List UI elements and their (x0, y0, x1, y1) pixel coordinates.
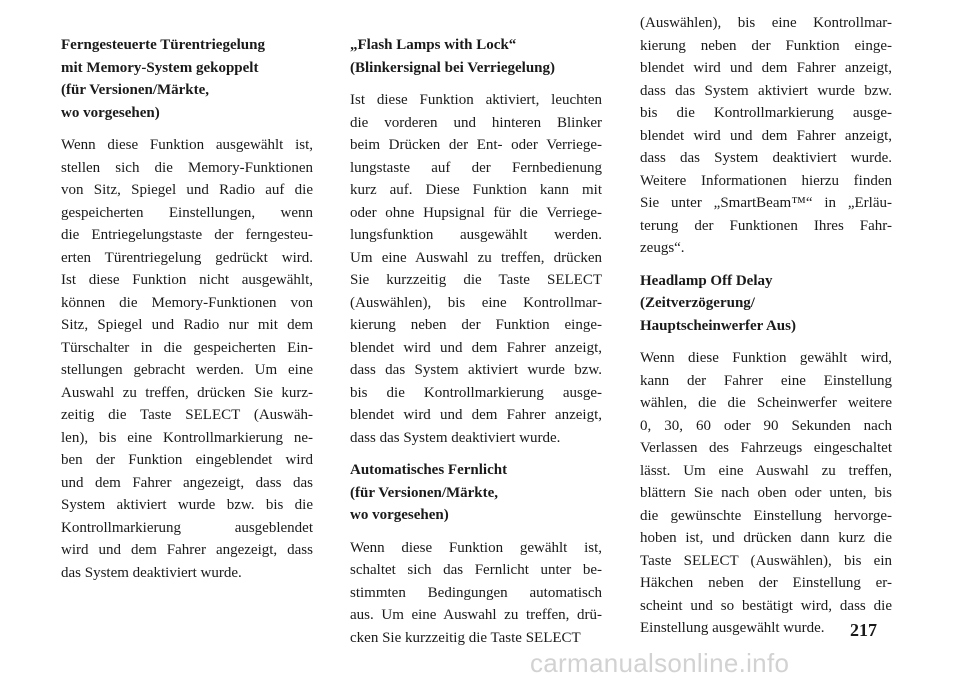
text-line: Ist diese Funktion aktiviert, leuchten (350, 92, 602, 108)
section-paragraph-headlamp-off-delay (640, 347, 892, 640)
text-line: stellen sich die Memory-Funktionen (61, 159, 313, 176)
text-line: blendet wird und dem Fahrer anzeigt, (350, 407, 602, 423)
text-line: können die Memory-Funktionen von (61, 294, 313, 311)
text-line: terung der Funktionen Ihres Fahr- (640, 217, 892, 234)
text-line: Wenn diese Funktion gewählt wird, (640, 350, 892, 366)
section-heading-flash-lamps (350, 34, 602, 79)
text-line: blendet wird und dem Fahrer anzeigt, (640, 60, 892, 76)
text-line: die vorderen und hinteren Blinker (350, 114, 602, 131)
text-line: dass das System aktiviert wurde bzw. (350, 362, 602, 378)
heading-line: mit Memory-System gekoppelt (61, 59, 259, 76)
column-2 (350, 34, 602, 659)
heading-line: (Zeitverzögerung/ (640, 295, 755, 311)
text-line: lungstaste auf der Fernbedienung (350, 159, 602, 176)
column-1 (61, 34, 313, 594)
text-line: len), bis eine Kontrollmarkierung ne- (61, 429, 313, 446)
text-line: dass das System deaktiviert wurde. (640, 150, 892, 166)
text-line: Kontrollmarkierung ausgeblendet (61, 519, 313, 536)
heading-line: (für Versionen/Märkte, (61, 82, 210, 98)
text-line: Taste SELECT (Auswählen), bis ein (640, 552, 892, 569)
text-line: Wenn diese Funktion gewählt ist, (350, 539, 602, 556)
section-heading-auto-high-beam (350, 459, 602, 527)
heading-line: Ferngesteuerte Türentriegelung (61, 37, 265, 53)
text-line: 0, 30, 60 oder 90 Sekunden nach (640, 417, 892, 434)
text-line: cken Sie kurzzeitig die Taste SELECT (350, 629, 581, 646)
text-line: kierung neben der Funktion einge- (350, 317, 602, 333)
text-line: beim Drücken der Ent- oder Verriege- (350, 137, 602, 153)
text-line: wählen, die die Scheinwerfer weitere (640, 395, 892, 411)
text-line: von Sitz, Spiegel und Radio auf die (61, 182, 313, 198)
text-line: stellungen gebracht werden. Um eine (61, 362, 313, 378)
text-line: blendet wird und dem Fahrer anzeigt, (350, 339, 602, 356)
text-line: Häkchen neben der Einstellung er- (640, 575, 892, 591)
text-line: erten Türentriegelung gedrückt wird. (61, 249, 313, 266)
text-line: bis die Kontrollmarkierung ausge- (350, 384, 602, 401)
heading-line: „Flash Lamps with Lock“ (350, 37, 517, 53)
text-line: bis die Kontrollmarkierung ausge- (640, 105, 892, 121)
text-line: die Entriegelungstaste der ferngesteu- (61, 227, 313, 243)
heading-line: wo vorgesehen) (61, 104, 160, 121)
heading-line: Headlamp Off Delay (640, 272, 773, 289)
text-line: Um eine Auswahl zu treffen, drücken (350, 249, 602, 266)
text-line: zeugs“. (640, 240, 685, 256)
section-paragraph-auto-high-beam-continued (640, 12, 892, 260)
text-line: kurz auf. Diese Funktion kann mit (350, 182, 602, 198)
page-number: 217 (850, 620, 877, 640)
text-line: Türschalter in die gespeicherten Ein- (61, 339, 313, 356)
text-line: kierung neben der Funktion einge- (640, 37, 892, 54)
section-paragraph-auto-high-beam (350, 537, 602, 650)
heading-line: Automatisches Fernlicht (350, 462, 508, 478)
text-line: lungsfunktion ausgewählt werden. (350, 227, 602, 243)
text-line: das System deaktiviert wurde. (61, 564, 242, 581)
text-line: (Auswählen), bis eine Kontrollmar- (640, 15, 892, 31)
text-line: Weitere Informationen hierzu finden (640, 172, 892, 189)
text-line: Ist diese Funktion nicht ausgewählt, (61, 272, 313, 288)
text-line: stimmten Bedingungen automatisch (350, 584, 602, 601)
column-3 (640, 12, 892, 650)
text-line: dass das System deaktiviert wurde. (350, 429, 561, 446)
text-line: ben der Funktion eingeblendet wird (61, 452, 313, 468)
text-line: lässt. Um eine Auswahl zu treffen, (640, 462, 892, 479)
text-line: Wenn diese Funktion ausgewählt ist, (61, 137, 313, 153)
text-line: Sie kurzzeitig die Taste SELECT (350, 272, 602, 288)
section-heading-headlamp-off-delay (640, 270, 892, 338)
text-line: Verlassen des Fahrzeugs eingeschaltet (640, 440, 892, 456)
heading-line: Hauptscheinwerfer Aus) (640, 317, 796, 334)
section-paragraph-remote-unlock-memory (61, 134, 313, 584)
heading-line: (für Versionen/Märkte, (350, 484, 499, 501)
text-line: die gewünschte Einstellung hervorge- (640, 507, 892, 524)
text-line: wird und dem Fahrer angezeigt, dass (61, 542, 313, 558)
text-line: Sie unter „SmartBeam™“ in „Erläu- (640, 195, 892, 211)
section-paragraph-flash-lamps (350, 89, 602, 449)
text-line: oder ohne Hupsignal für die Verriege- (350, 204, 602, 221)
text-line: Auswahl zu treffen, drücken Sie kurz- (61, 384, 313, 401)
text-line: System aktiviert wurde bzw. bis die (61, 497, 313, 513)
text-line: gespeicherten Einstellungen, wenn (61, 204, 313, 221)
text-line: schaltet sich das Fernlicht unter be- (350, 562, 602, 578)
text-line: und dem Fahrer angezeigt, dass das (61, 474, 313, 491)
text-line: blendet wird und dem Fahrer anzeigt, (640, 127, 892, 144)
text-line: scheint und so bestätigt wird, dass die (640, 597, 892, 614)
text-line: dass das System aktiviert wurde bzw. (640, 82, 892, 99)
text-line: zeitig die Taste SELECT (Auswäh- (61, 407, 313, 423)
text-line: Einstellung ausgewählt wurde. (640, 620, 825, 636)
text-line: kann der Fahrer eine Einstellung (640, 372, 892, 389)
text-line: (Auswählen), bis eine Kontrollmar- (350, 294, 602, 311)
text-line: hoben ist, und drücken dann kurz die (640, 530, 892, 546)
text-line: aus. Um eine Auswahl zu treffen, drü- (350, 607, 602, 623)
text-line: Sitz, Spiegel und Radio nur mit dem (61, 317, 313, 333)
watermark: carmanualsonline.info (530, 648, 790, 678)
section-heading-remote-unlock-memory (61, 34, 313, 124)
heading-line: (Blinkersignal bei Verriegelung) (350, 59, 556, 76)
heading-line: wo vorgesehen) (350, 507, 449, 523)
text-line: blättern Sie nach oben oder unten, bis (640, 485, 892, 501)
